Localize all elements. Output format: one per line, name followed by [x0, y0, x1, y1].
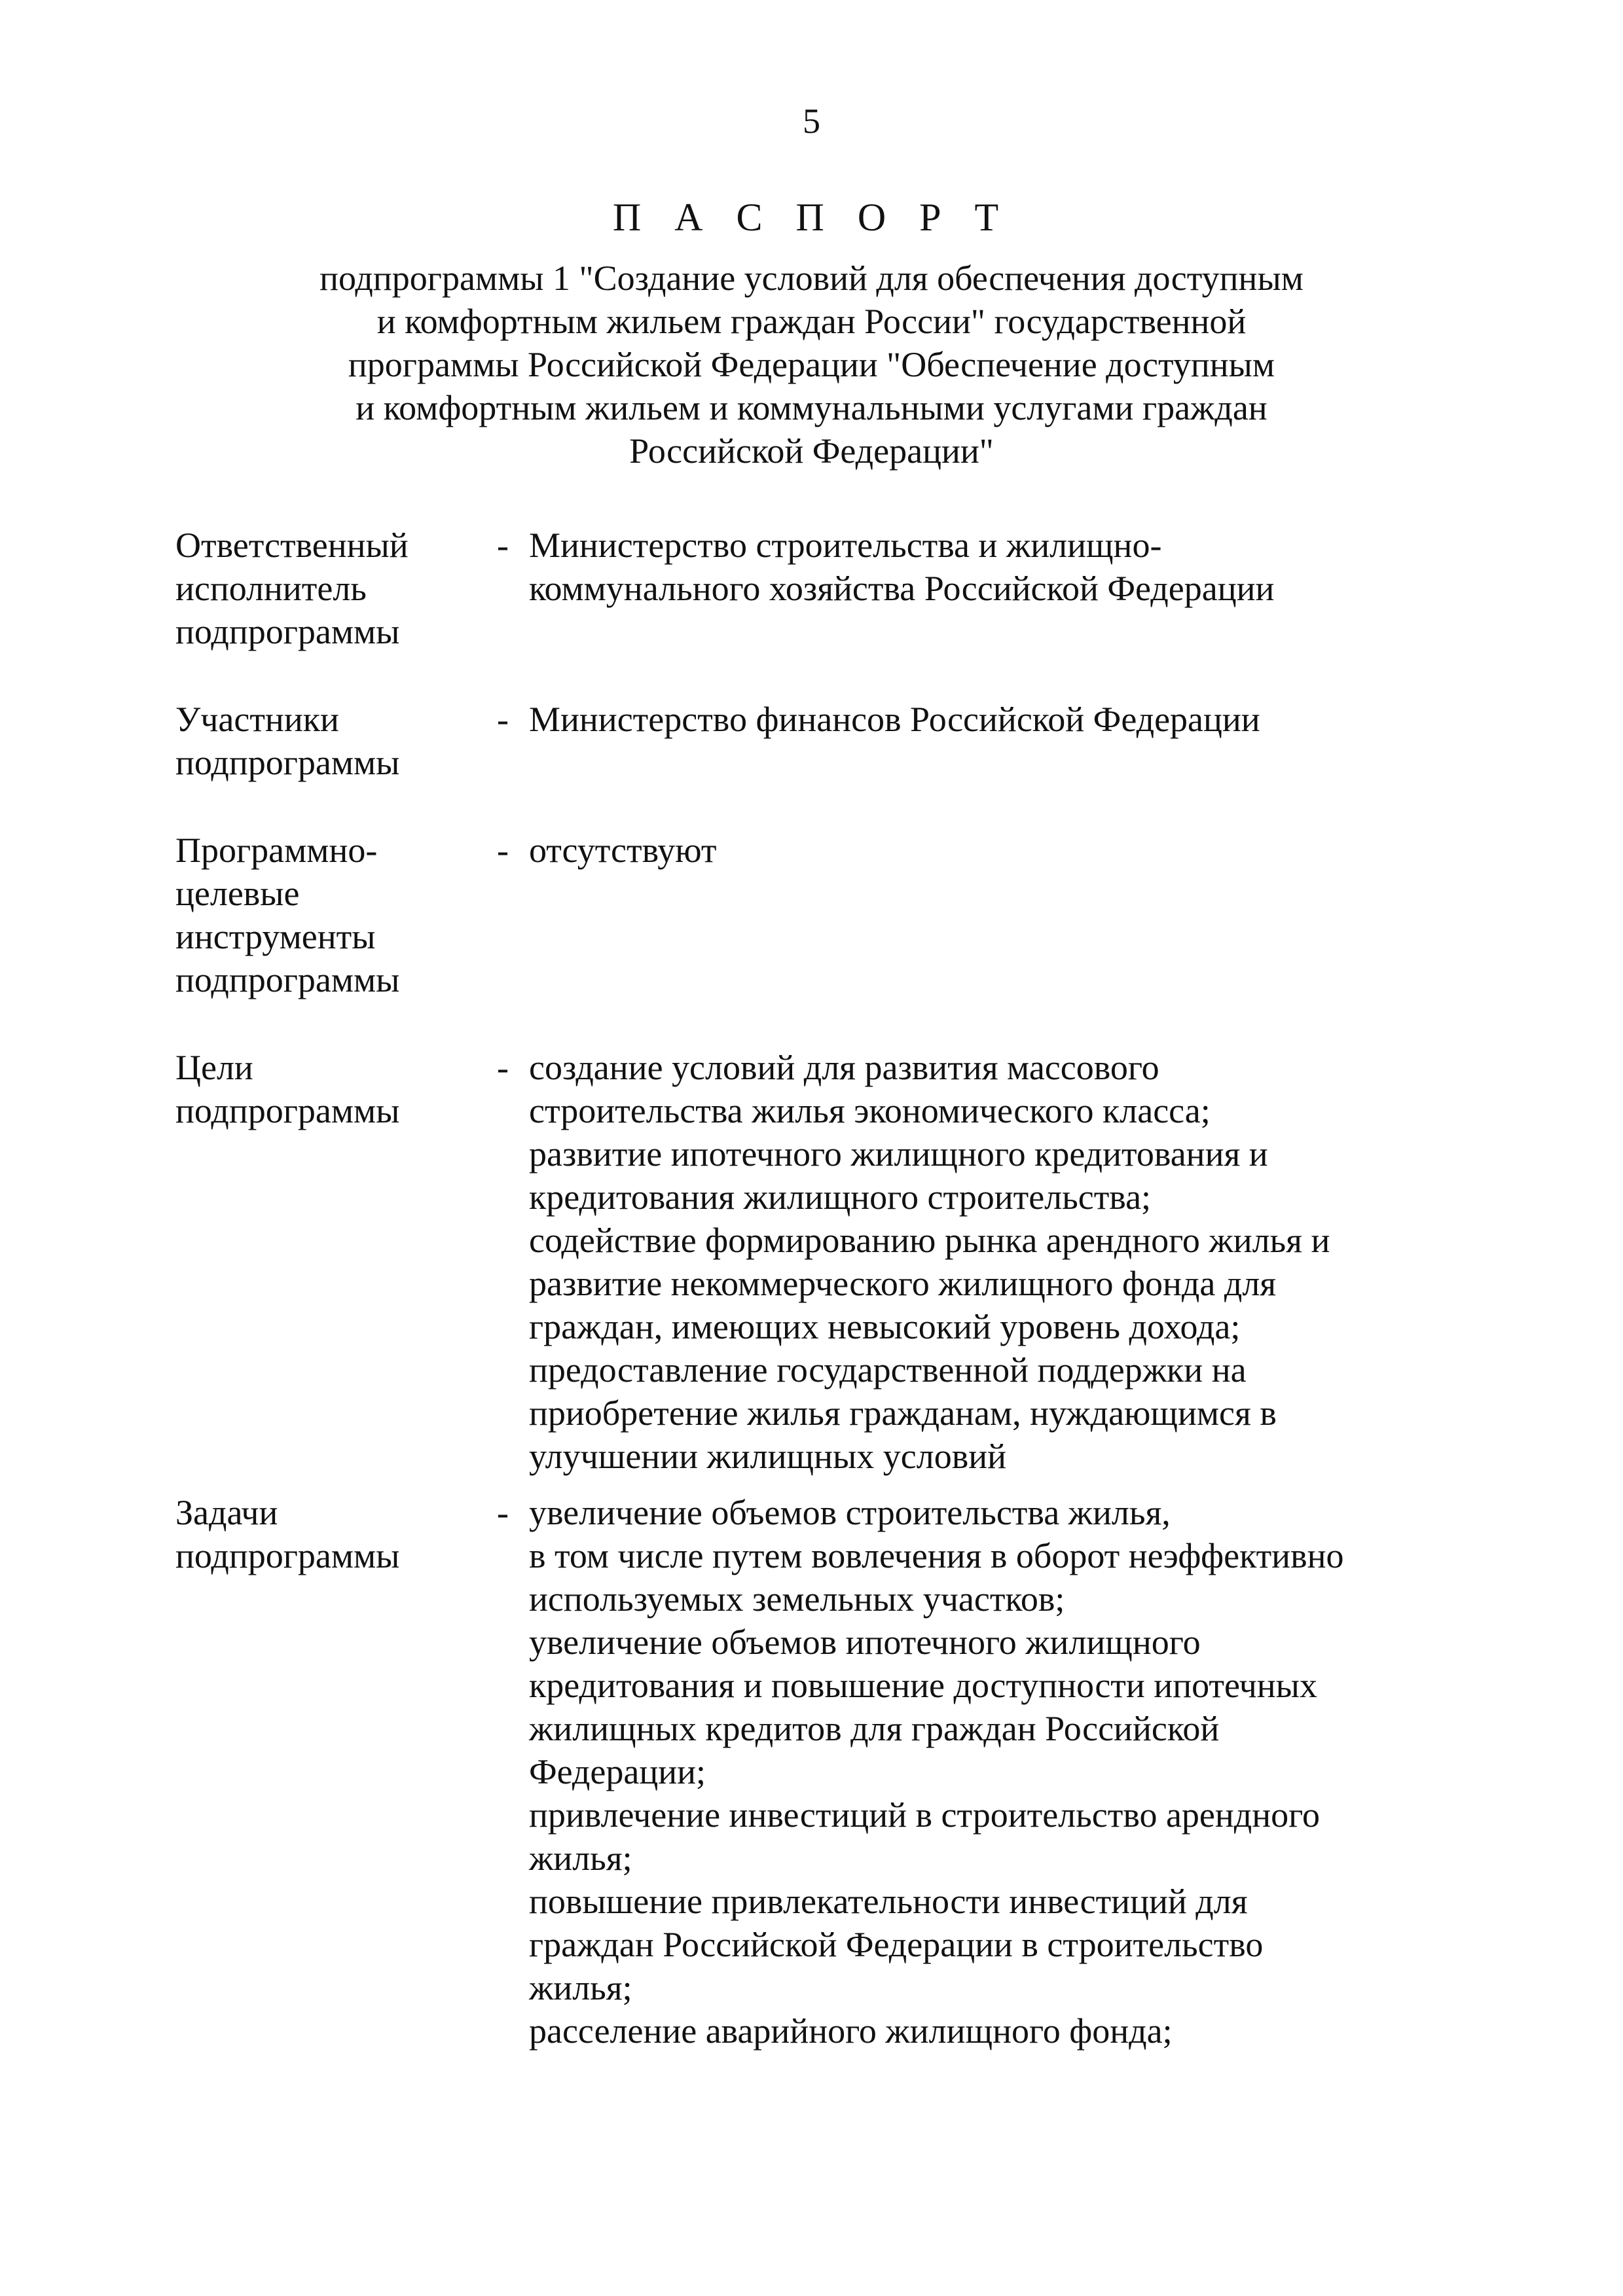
- value-line: повышение привлекательности инвестиций для: [529, 1882, 1248, 1921]
- label-line: подпрограммы: [175, 960, 400, 999]
- row-label: [175, 1491, 477, 1577]
- row-label: [175, 524, 477, 653]
- value-line: граждан, имеющих невысокий уровень дохода;: [529, 1307, 1241, 1346]
- label-line: целевые: [175, 874, 300, 913]
- value-line: Министерство финансов Российской Федерации: [529, 700, 1260, 739]
- value-line: предоставление государственной поддержки на: [529, 1350, 1247, 1390]
- document-title: П А С П О Р Т: [612, 196, 1011, 239]
- label-line: подпрограммы: [175, 743, 400, 782]
- passport-row-responsible-executor: [175, 524, 1452, 653]
- value-line: развитие ипотечного жилищного кредитования и: [529, 1134, 1268, 1174]
- value-line: в том числе путем вовлечения в оборот неэффективно: [529, 1536, 1344, 1575]
- value-line: приобретение жилья гражданам, нуждающимся в: [529, 1393, 1277, 1433]
- value-line: расселение аварийного жилищного фонда;: [529, 2011, 1173, 2051]
- row-dash: -: [497, 1493, 509, 1532]
- value-line: увеличение объемов ипотечного жилищного: [529, 1623, 1201, 1662]
- value-line: коммунального хозяйства Российской Федерации: [529, 569, 1275, 608]
- label-line: Участники: [175, 700, 339, 739]
- row-value: [529, 1046, 1452, 1478]
- value-line: создание условий для развития массового: [529, 1048, 1159, 1087]
- value-line: Министерство строительства и жилищно-: [529, 526, 1162, 565]
- value-line: кредитования и повышение доступности ипотечных: [529, 1666, 1317, 1705]
- passport-table: [175, 524, 1452, 2053]
- passport-row-goals: [175, 1046, 1452, 1478]
- value-line: развитие некоммерческого жилищного фонда для: [529, 1264, 1277, 1303]
- label-line: инструменты: [175, 917, 376, 956]
- subtitle-line: подпрограммы 1 "Создание условий для обеспечения доступным: [319, 259, 1304, 298]
- page-number: 5: [803, 101, 820, 141]
- label-line: Задачи: [175, 1493, 278, 1532]
- value-line: кредитования жилищного строительства;: [529, 1177, 1152, 1217]
- row-value: [529, 698, 1452, 741]
- label-line: Программно-: [175, 831, 378, 870]
- label-line: Цели: [175, 1048, 253, 1087]
- label-line: подпрограммы: [175, 1091, 400, 1130]
- value-line: жилищных кредитов для граждан Российской: [529, 1709, 1220, 1748]
- label-line: исполнитель: [175, 569, 367, 608]
- passport-row-tasks: [175, 1491, 1452, 2053]
- value-line: привлечение инвестиций в строительство арендного: [529, 1795, 1320, 1835]
- row-value: [529, 524, 1452, 610]
- value-line: отсутствуют: [529, 831, 717, 870]
- passport-row-instruments: [175, 829, 1452, 1001]
- subtitle-line: и комфортным жильем и коммунальными услугами граждан: [356, 388, 1267, 427]
- value-line: строительства жилья экономического класса;: [529, 1091, 1211, 1130]
- row-value: [529, 1491, 1452, 2053]
- value-line: содействие формированию рынка арендного жилья и: [529, 1221, 1330, 1260]
- subtitle-line: Российской Федерации": [629, 431, 994, 471]
- row-label: [175, 698, 477, 784]
- value-line: увеличение объемов строительства жилья,: [529, 1493, 1171, 1532]
- row-value: [529, 829, 1452, 872]
- value-line: жилья;: [529, 1839, 632, 1878]
- row-label: [175, 1046, 477, 1132]
- row-dash: -: [497, 526, 509, 565]
- label-line: подпрограммы: [175, 612, 400, 651]
- value-line: используемых земельных участков;: [529, 1579, 1065, 1619]
- value-line: улучшении жилищных условий: [529, 1437, 1006, 1476]
- row-dash: -: [497, 1048, 509, 1087]
- value-line: граждан Российской Федерации в строительство: [529, 1925, 1264, 1964]
- subtitle-line: программы Российской Федерации "Обеспечение доступным: [348, 345, 1275, 384]
- value-line: Федерации;: [529, 1752, 706, 1791]
- row-dash: -: [497, 700, 509, 739]
- document-subtitle: [196, 257, 1427, 473]
- label-line: Ответственный: [175, 526, 409, 565]
- passport-row-participants: [175, 698, 1452, 784]
- subtitle-line: и комфортным жильем граждан России" государственной: [376, 302, 1247, 341]
- value-line: жилья;: [529, 1968, 632, 2007]
- label-line: подпрограммы: [175, 1536, 400, 1575]
- row-label: [175, 829, 477, 1001]
- row-dash: -: [497, 831, 509, 870]
